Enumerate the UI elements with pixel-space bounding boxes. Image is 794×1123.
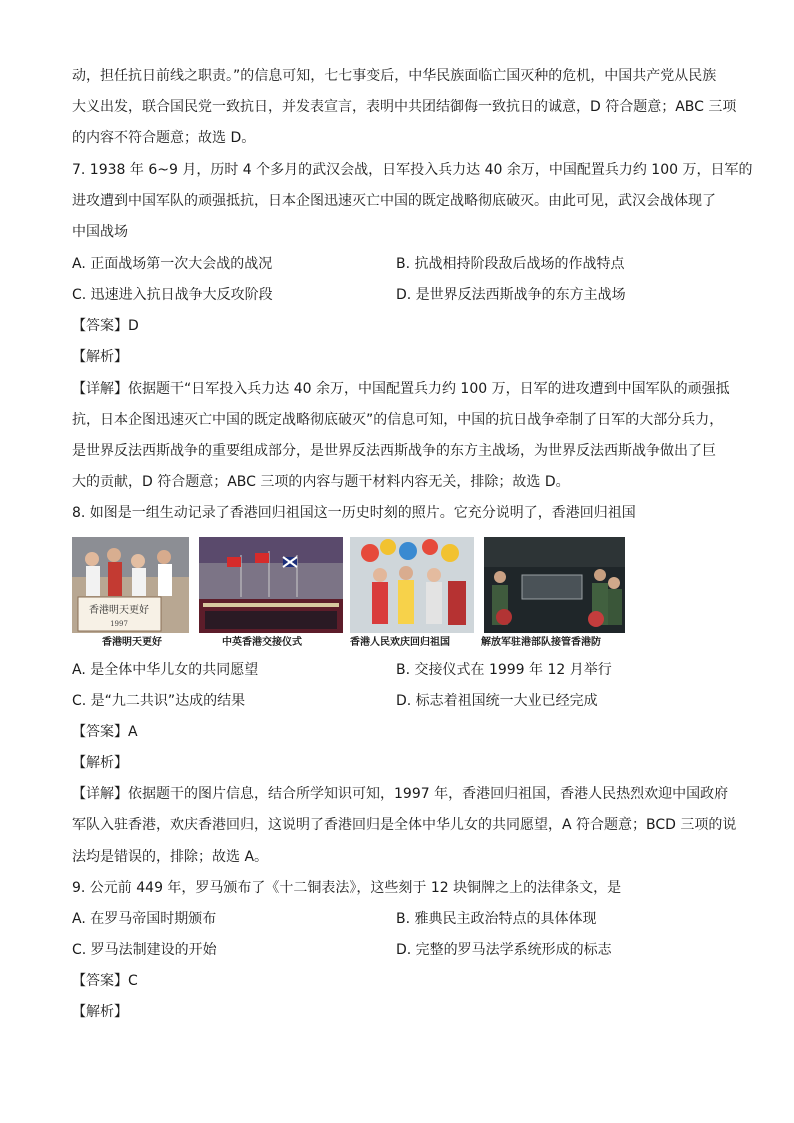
photo-hk-better-tomorrow bbox=[72, 537, 189, 633]
banner-subtext: 1997 bbox=[110, 620, 128, 628]
question-7-explanation: 大的贡献，D 符合题意；ABC 三项的内容与题干材料内容无关，排除；故选 D。 bbox=[72, 474, 570, 490]
question-7-option-b: B. 抗战相持阶段敌后战场的作战特点 bbox=[396, 256, 625, 272]
question-8-explanation: 【详解】依据题干的图片信息，结合所学知识可知，1997 年，香港回归祖国，香港人民热烈欢迎中国政府 bbox=[72, 786, 729, 802]
question-9-stem: 9. 公元前 449 年，罗马颁布了《十二铜表法》，这些刻于 12 块铜牌之上的法律条文，是 bbox=[72, 880, 622, 896]
question-9-option-a: A. 在罗马帝国时期颁布 bbox=[72, 911, 217, 927]
photo-caption: 香港明天更好 bbox=[102, 637, 162, 648]
question-7-stem: 7. 1938 年 6~9 月，历时 4 个多月的武汉会战，日军投入兵力达 40 余万，中国配置兵力约 100 万，日军的 bbox=[72, 162, 753, 178]
photo-pla-garrison bbox=[484, 537, 625, 633]
question-8-option-c: C. 是“九二共识”达成的结果 bbox=[72, 693, 246, 709]
photo-caption: 中英香港交接仪式 bbox=[222, 637, 302, 648]
photo-caption: 香港人民欢庆回归祖国 bbox=[350, 637, 450, 648]
question-7-explanation: 【详解】依据题干“日军投入兵力达 40 余万，中国配置兵力约 100 万，日军的进攻遭到中国军队的顽强抵 bbox=[72, 381, 730, 397]
question-8-explanation: 军队入驻香港，欢庆香港回归，这说明了香港回归是全体中华儿女的共同愿望，A 符合题意；BCD 三项的说 bbox=[72, 817, 737, 833]
text-line: 动，担任抗日前线之职责。”的信息可知，七七事变后，中华民族面临亡国灭种的危机，中国共产党从民族 bbox=[72, 68, 717, 84]
question-7-answer: 【答案】D bbox=[72, 318, 139, 334]
banner-text: 香港明天更好 bbox=[89, 605, 149, 616]
question-8-option-b: B. 交接仪式在 1999 年 12 月举行 bbox=[396, 662, 612, 678]
hong-kong-photo-strip bbox=[72, 537, 628, 651]
question-9-option-c: C. 罗马法制建设的开始 bbox=[72, 942, 217, 958]
photo-caption: 解放军驻港部队接管香港防 bbox=[481, 637, 601, 648]
question-9-option-b: B. 雅典民主政治特点的具体体现 bbox=[396, 911, 597, 927]
question-7-option-c: C. 迅速进入抗日战争大反攻阶段 bbox=[72, 287, 273, 303]
question-7-explanation: 抗，日本企图迅速灭亡中国的既定战略彻底破灭”的信息可知，中国的抗日战争牵制了日军的大部分兵力， bbox=[72, 412, 724, 428]
question-7-option-a: A. 正面战场第一次大会战的战况 bbox=[72, 256, 273, 272]
question-7-option-d: D. 是世界反法西斯战争的东方主战场 bbox=[396, 287, 626, 303]
question-7-stem: 中国战场 bbox=[72, 224, 128, 240]
question-8-analysis-heading: 【解析】 bbox=[72, 755, 128, 771]
question-7-stem: 进攻遭到中国军队的顽强抵抗，日本企图迅速灭亡中国的既定战略彻底破灭。由此可见，武汉会战体现了 bbox=[72, 193, 716, 209]
question-9-analysis-heading: 【解析】 bbox=[72, 1004, 128, 1020]
photo-celebration bbox=[350, 537, 474, 633]
question-8-option-a: A. 是全体中华儿女的共同愿望 bbox=[72, 662, 259, 678]
photo-handover-ceremony bbox=[199, 537, 343, 633]
question-8-option-d: D. 标志着祖国统一大业已经完成 bbox=[396, 693, 598, 709]
question-9-option-d: D. 完整的罗马法学系统形成的标志 bbox=[396, 942, 612, 958]
text-line: 的内容不符合题意；故选 D。 bbox=[72, 130, 256, 146]
question-8-stem: 8. 如图是一组生动记录了香港回归祖国这一历史时刻的照片。它充分说明了，香港回归祖国 bbox=[72, 505, 636, 521]
question-9-answer: 【答案】C bbox=[72, 973, 138, 989]
question-7-explanation: 是世界反法西斯战争的重要组成部分，是世界反法西斯战争的东方主战场，为世界反法西斯战争做出了巨 bbox=[72, 443, 716, 459]
question-8-answer: 【答案】A bbox=[72, 724, 138, 740]
question-8-explanation: 法均是错误的，排除；故选 A。 bbox=[72, 849, 269, 865]
question-7-analysis-heading: 【解析】 bbox=[72, 349, 128, 365]
text-line: 大义出发，联合国民党一致抗日，并发表宣言，表明中共团结御侮一致抗日的诚意，D 符合题意；ABC 三项 bbox=[72, 99, 737, 115]
